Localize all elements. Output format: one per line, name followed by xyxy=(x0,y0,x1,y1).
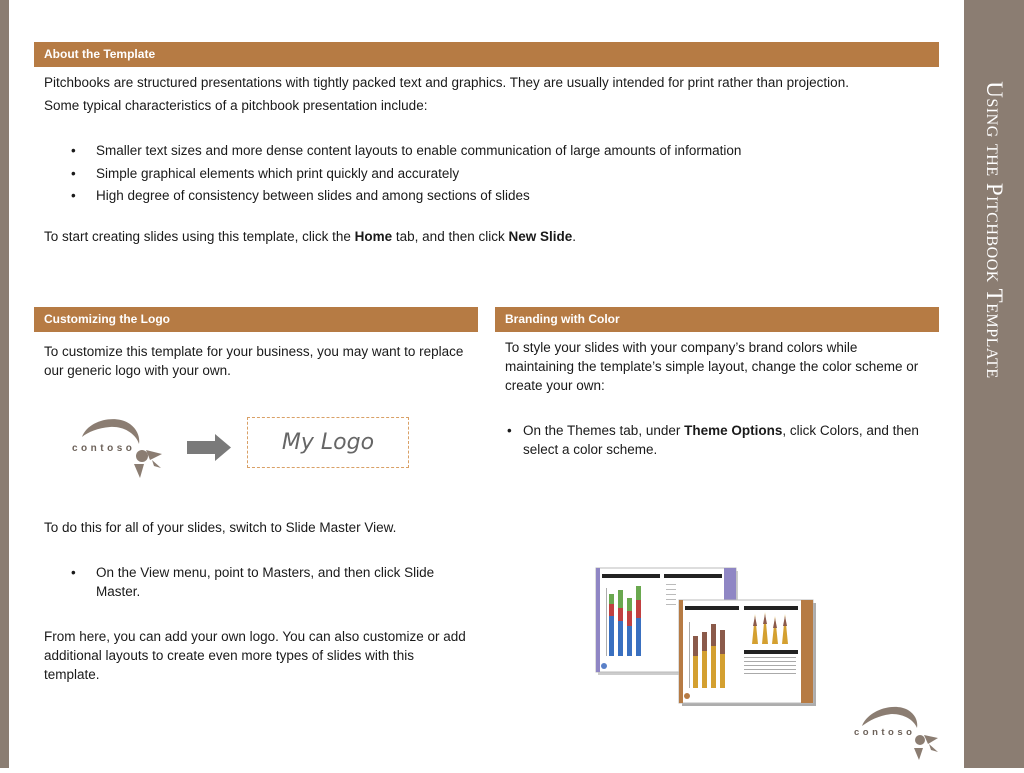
logo-outro: From here, you can add your own logo. You can also customize or add additional layouts to create even more types of slides with this template. xyxy=(44,629,466,682)
theme-bullet-post: , click Colors, and then select a color scheme. xyxy=(523,423,919,457)
about-start-text xyxy=(44,227,934,246)
new-slide-ref: New Slide xyxy=(508,229,573,244)
footer-logo-word: contoso xyxy=(854,727,916,738)
left-edge-bar xyxy=(0,0,9,768)
list-item: • On the View menu, point to Masters, and then click Slide Master. xyxy=(44,563,464,601)
about-bullet-list xyxy=(44,141,934,209)
list-item: • High degree of consistency between slides and among sections of slides xyxy=(44,186,934,205)
logo-header: Customizing the Logo xyxy=(34,307,478,332)
theme-options-ref: Theme Options xyxy=(684,423,783,438)
logo-intro: To customize this template for your business, you may want to replace our generic logo with your own. xyxy=(44,344,464,378)
my-logo-placeholder: My Logo xyxy=(247,417,409,468)
footer-logo xyxy=(852,700,946,768)
branding-intro: To style your slides with your company’s brand colors while maintaining the template’s simple layout, change the color scheme or create your own: xyxy=(505,340,919,393)
branding-header: Branding with Color xyxy=(495,307,939,332)
logo-bullet-list xyxy=(44,563,464,605)
about-intro-2: Some typical characteristics of a pitchbook presentation include: xyxy=(44,98,428,113)
master-view-text: To do this for all of your slides, switch to Slide Master View. xyxy=(44,520,397,535)
contoso-logo xyxy=(66,410,170,484)
list-item: • Smaller text sizes and more dense content layouts to enable communication of large amounts of information xyxy=(44,141,934,160)
list-item: • Simple graphical elements which print quickly and accurately xyxy=(44,164,934,183)
home-tab-ref: Home xyxy=(354,229,393,244)
about-header: About the Template xyxy=(34,42,939,67)
slide-title: Using the Pitchbook Template xyxy=(982,81,1007,379)
branding-bullet-list xyxy=(505,421,920,463)
start-text-mid: tab, and then click xyxy=(392,229,509,244)
theme-bullet-pre: On the Themes tab, under xyxy=(523,423,685,438)
about-intro-1: Pitchbooks are structured presentations with tightly packed text and graphics. They are usually intended for print rather than projection. xyxy=(44,75,849,90)
start-text-end: . xyxy=(572,229,577,244)
list-item xyxy=(505,421,920,459)
right-arrow-icon xyxy=(187,434,231,461)
start-text-pre: To start creating slides using this template, click the xyxy=(44,229,355,244)
contoso-logo-word: contoso xyxy=(72,443,136,454)
slide-thumbnails-illustration xyxy=(594,566,822,708)
